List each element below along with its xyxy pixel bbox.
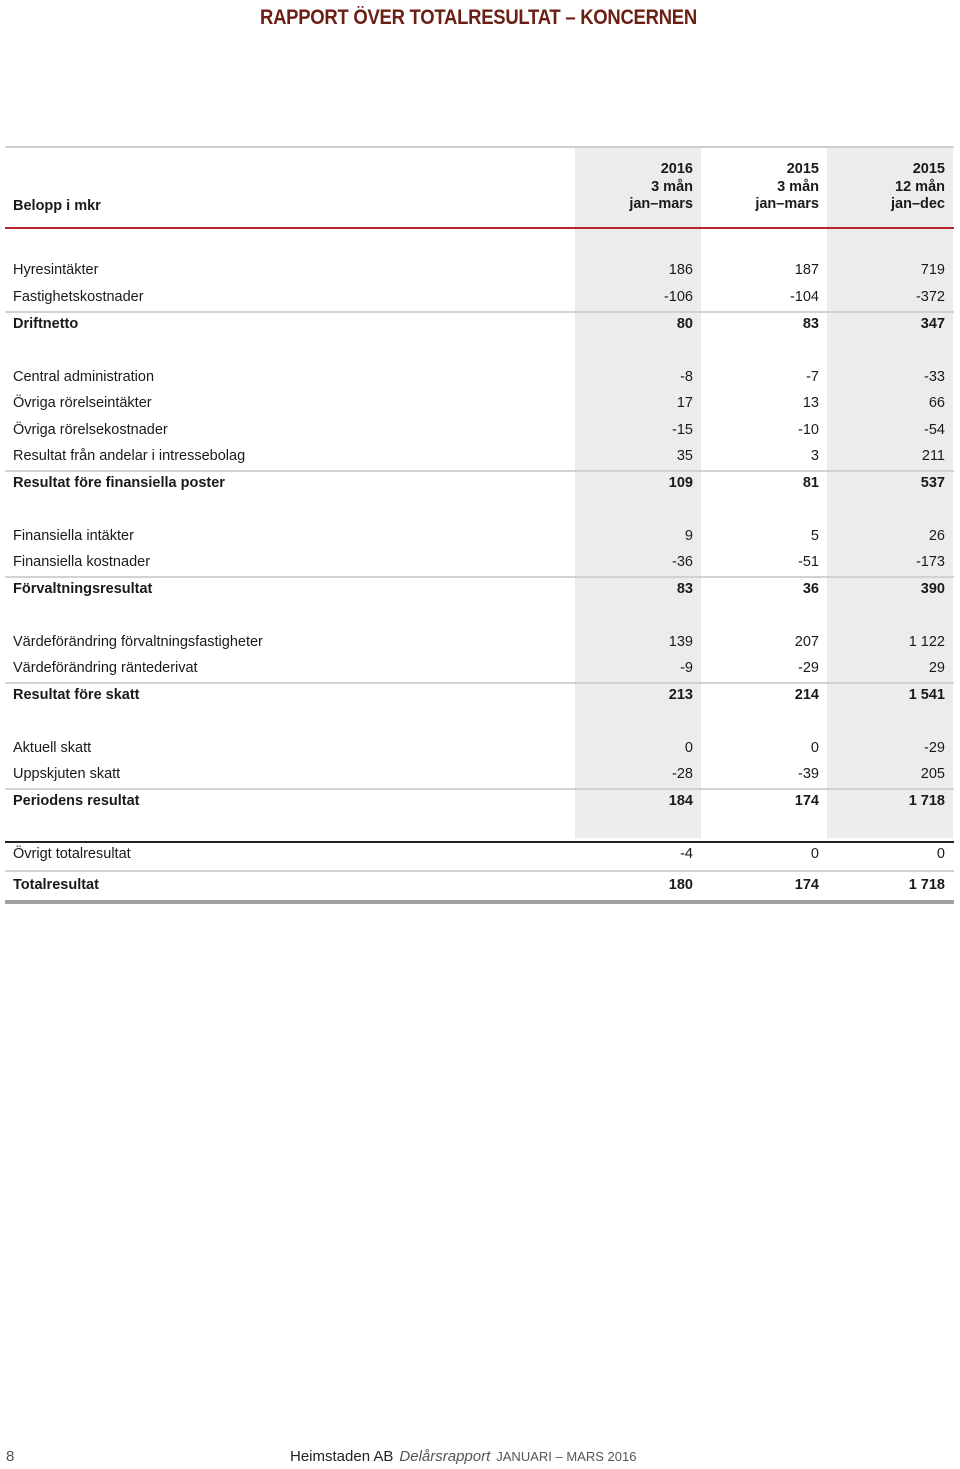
header-col-3-range: jan–dec — [891, 196, 945, 212]
row-value-col-3: 1 718 — [908, 793, 945, 809]
table-row — [5, 549, 954, 576]
row-value-col-1: 9 — [684, 528, 693, 544]
header-label: Belopp i mkr — [13, 198, 101, 214]
row-value-col-2: 36 — [802, 581, 819, 597]
row-value-col-3: 0 — [936, 846, 945, 862]
row-value-col-2: -7 — [806, 369, 819, 385]
table-row — [5, 870, 954, 900]
row-label: Övrigt totalresultat — [13, 846, 131, 862]
page-number: 8 — [6, 1448, 15, 1465]
row-label: Värdeförändring räntederivat — [13, 660, 198, 676]
row-value-col-2: 3 — [810, 448, 819, 464]
row-label: Hyresintäkter — [13, 262, 99, 278]
row-label: Värdeförändring förvaltningsfastigheter — [13, 634, 263, 650]
header-col-1 — [575, 161, 693, 214]
row-value-col-3: -54 — [924, 422, 945, 438]
row-value-col-1: -36 — [672, 554, 693, 570]
row-value-col-2: 5 — [810, 528, 819, 544]
row-value-col-2: 207 — [794, 634, 819, 650]
row-value-col-2: 187 — [794, 262, 819, 278]
row-value-col-2: 174 — [794, 793, 819, 809]
table-row — [5, 576, 954, 603]
table-row — [5, 788, 954, 815]
row-value-col-3: 1 541 — [908, 687, 945, 703]
row-value-col-3: -173 — [915, 554, 945, 570]
row-value-col-2: 174 — [794, 877, 819, 893]
footer-company: Heimstaden AB — [290, 1448, 394, 1465]
row-label: Övriga rörelseintäkter — [13, 395, 152, 411]
row-value-col-2: 83 — [802, 316, 819, 332]
row-value-col-1: 0 — [684, 740, 693, 756]
table-row — [5, 257, 954, 284]
table-row — [5, 390, 954, 417]
table-row — [5, 364, 954, 391]
row-value-col-2: -39 — [798, 766, 819, 782]
row-value-col-1: 186 — [668, 262, 693, 278]
row-value-col-1: 17 — [676, 395, 693, 411]
header-col-3 — [827, 161, 945, 214]
row-value-col-3: 205 — [920, 766, 945, 782]
row-value-col-1: 83 — [676, 581, 693, 597]
header-col-2-year: 2015 — [786, 161, 819, 177]
table-row — [5, 284, 954, 311]
row-value-col-2: 214 — [794, 687, 819, 703]
row-value-col-1: 213 — [668, 687, 693, 703]
table-row — [5, 311, 954, 338]
row-value-col-1: -15 — [672, 422, 693, 438]
header-col-2-period: 3 mån — [777, 178, 819, 195]
header-rule — [5, 227, 954, 229]
row-value-col-3: 211 — [921, 448, 945, 464]
page-title: RAPPORT ÖVER TOTALRESULTAT – KONCERNEN — [260, 6, 697, 29]
row-label: Periodens resultat — [13, 793, 140, 809]
row-value-col-2: -10 — [798, 422, 819, 438]
row-value-col-1: -4 — [680, 846, 693, 862]
row-label: Fastighetskostnader — [13, 289, 144, 305]
header-col-1-range: jan–mars — [629, 196, 693, 212]
row-value-col-1: -106 — [663, 289, 693, 305]
header-col-1-period: 3 mån — [651, 178, 693, 195]
row-value-col-3: 66 — [928, 395, 945, 411]
footer-brand — [290, 1448, 636, 1465]
row-label: Aktuell skatt — [13, 740, 92, 756]
row-value-col-2: 0 — [810, 846, 819, 862]
row-value-col-1: 109 — [668, 475, 693, 491]
row-label: Driftnetto — [13, 316, 79, 332]
table-row — [5, 655, 954, 682]
row-value-col-3: 390 — [920, 581, 945, 597]
row-value-col-1: -9 — [680, 660, 693, 676]
table-row — [5, 417, 954, 444]
row-value-col-1: 180 — [668, 877, 693, 893]
row-value-col-2: -51 — [798, 554, 819, 570]
row-label: Totalresultat — [13, 877, 99, 893]
row-label: Finansiella intäkter — [13, 528, 134, 544]
row-value-col-2: -29 — [798, 660, 819, 676]
row-value-col-3: 347 — [920, 316, 945, 332]
row-value-col-3: -372 — [915, 289, 945, 305]
row-value-col-3: 1 122 — [908, 634, 945, 650]
table-row — [5, 841, 954, 868]
header-col-2-range: jan–mars — [755, 196, 819, 212]
header-col-3-period: 12 mån — [895, 178, 945, 195]
row-value-col-2: 81 — [802, 475, 819, 491]
row-label: Förvaltningsresultat — [13, 581, 153, 597]
income-statement-table — [5, 146, 954, 906]
row-value-col-3: 29 — [928, 660, 945, 676]
row-value-col-1: 184 — [668, 793, 693, 809]
footer-period: JANUARI – MARS 2016 — [496, 1449, 637, 1464]
row-label: Övriga rörelsekostnader — [13, 422, 168, 438]
row-value-col-1: -28 — [672, 766, 693, 782]
table-row — [5, 443, 954, 470]
row-label: Resultat från andelar i intressebolag — [13, 448, 246, 464]
row-value-col-3: 719 — [920, 262, 945, 278]
row-label: Finansiella kostnader — [13, 554, 151, 570]
header-col-2 — [701, 161, 819, 214]
row-value-col-2: 0 — [810, 740, 819, 756]
row-label: Uppskjuten skatt — [13, 766, 121, 782]
table-row — [5, 629, 954, 656]
row-value-col-3: -33 — [924, 369, 945, 385]
table-row — [5, 682, 954, 709]
table-bottom-rule — [5, 900, 954, 904]
row-value-col-1: -8 — [680, 369, 693, 385]
table-row — [5, 735, 954, 762]
table-row — [5, 470, 954, 497]
row-value-col-2: -104 — [789, 289, 819, 305]
footer-doc: Delårsrapport — [399, 1448, 491, 1465]
header-col-3-year: 2015 — [912, 161, 945, 177]
row-label: Resultat före finansiella poster — [13, 475, 225, 491]
row-value-col-3: -29 — [924, 740, 945, 756]
row-value-col-3: 26 — [928, 528, 945, 544]
row-label: Resultat före skatt — [13, 687, 140, 703]
table-header — [5, 148, 954, 227]
row-value-col-3: 537 — [920, 475, 945, 491]
table-row — [5, 523, 954, 550]
header-col-1-year: 2016 — [660, 161, 693, 177]
row-label: Central administration — [13, 369, 155, 385]
row-value-col-3: 1 718 — [908, 877, 945, 893]
row-value-col-1: 139 — [668, 634, 693, 650]
row-value-col-1: 35 — [676, 448, 693, 464]
row-value-col-1: 80 — [676, 316, 693, 332]
table-row — [5, 761, 954, 788]
row-value-col-2: 13 — [802, 395, 819, 411]
